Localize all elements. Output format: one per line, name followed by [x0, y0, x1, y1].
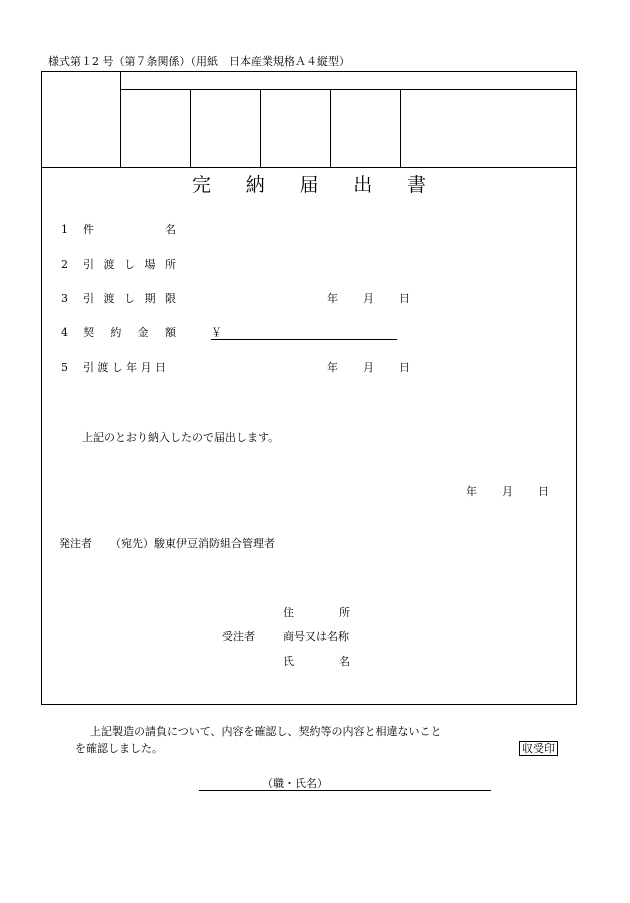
date-month-label: 月: [363, 361, 374, 374]
approval-table: [41, 71, 577, 168]
title-char: 出: [353, 174, 373, 196]
document-title: [192, 176, 426, 195]
date-year-label: 年: [327, 361, 338, 374]
item-label-delivery-date: 引 渡 し 年 月 日: [83, 361, 166, 374]
confirmation-text-line1: 上記製造の請負について、内容を確認し、契約等の内容と相違ないこと: [90, 725, 442, 738]
approval-table-divider: [190, 89, 191, 167]
signature-label: （職・氏名）: [262, 777, 328, 790]
approval-table-divider: [120, 71, 121, 167]
date-month-label: 月: [363, 292, 374, 305]
title-char: 届: [299, 174, 319, 196]
orderer-label: 発注者: [59, 537, 92, 550]
title-char: 完: [192, 174, 212, 196]
item-number: 2: [61, 258, 68, 271]
item-label-contract-amount: 契 約 金 額: [83, 326, 176, 339]
amount-underline: [211, 339, 397, 340]
form-number-label: 様式第１2 号（第７条関係）（用紙 日本産業規格Ａ４縦型）: [48, 55, 350, 68]
item-label-delivery-deadline: 引 渡 し 期 限: [83, 292, 176, 305]
item-number: 4: [61, 326, 68, 339]
statement-text: 上記のとおり納入したので届出します。: [82, 431, 280, 444]
report-date-day: 日: [538, 485, 549, 498]
orderer-addressee: （宛先）駿東伊豆消防組合管理者: [110, 537, 275, 550]
confirmation-text-line2: を確認しました。: [75, 742, 163, 755]
currency-symbol: ￥: [211, 326, 222, 339]
report-date-year: 年: [466, 485, 477, 498]
date-day-label: 日: [399, 292, 410, 305]
contractor-company-label: 商号又は名称: [283, 630, 349, 643]
contractor-label: 受注者: [222, 630, 255, 643]
approval-table-divider: [260, 89, 261, 167]
item-label-subject: 件 名: [83, 223, 176, 236]
approval-table-divider: [330, 89, 331, 167]
title-char: 納: [245, 174, 265, 196]
report-date-month: 月: [502, 485, 513, 498]
receipt-stamp-label: 収受印: [519, 741, 558, 756]
title-char: 書: [406, 174, 426, 196]
approval-table-divider: [120, 89, 576, 90]
signature-line: [199, 790, 491, 791]
date-day-label: 日: [399, 361, 410, 374]
item-number: 3: [61, 292, 68, 305]
item-number: 1: [61, 223, 68, 236]
approval-table-divider: [400, 89, 401, 167]
contractor-name-label: 氏 名: [283, 655, 350, 668]
contractor-address-label: 住 所: [283, 606, 350, 619]
item-number: 5: [61, 361, 68, 374]
date-year-label: 年: [327, 292, 338, 305]
item-label-delivery-place: 引 渡 し 場 所: [83, 258, 176, 271]
